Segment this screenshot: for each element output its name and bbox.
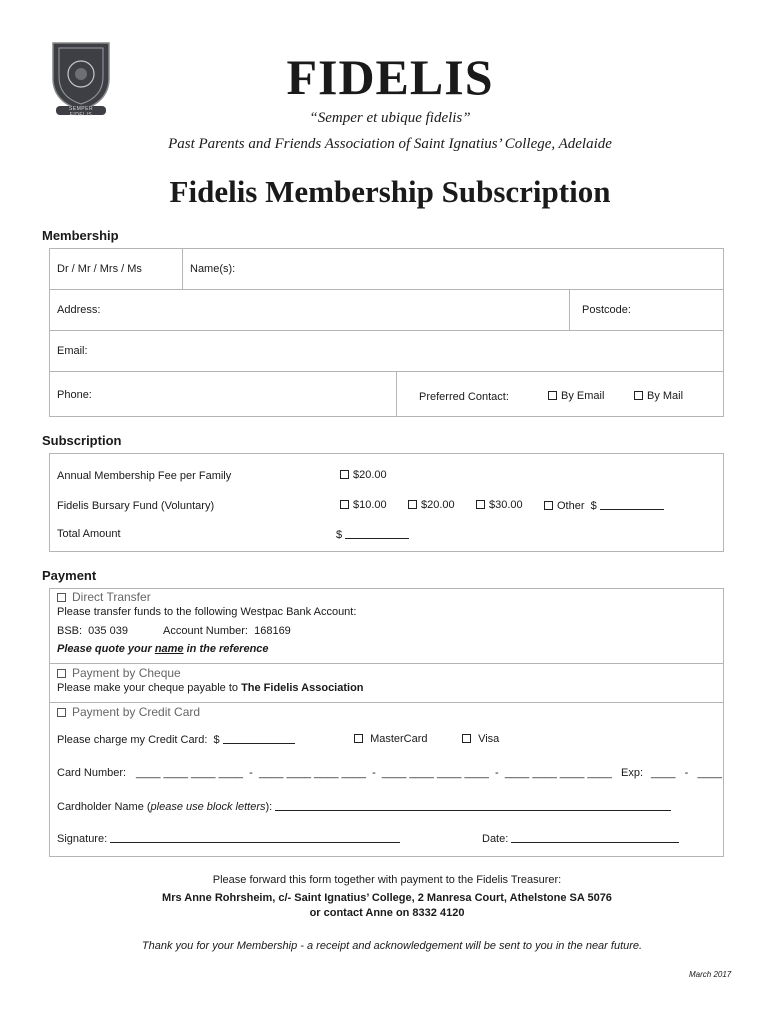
payment-box — [49, 588, 724, 857]
checkbox-icon — [340, 470, 349, 479]
membership-heading: Membership — [42, 228, 119, 243]
form-title: Fidelis Membership Subscription — [169, 174, 611, 209]
treasurer-address: Mrs Anne Rohrsheim, c/- Saint Ignatius’ College, 2 Manresa Court, Athelstone SA 5076 — [162, 892, 612, 904]
expiry-label: Exp: — [621, 767, 644, 779]
checkbox-icon — [408, 500, 417, 509]
payment-heading: Payment — [42, 568, 97, 583]
credit-card-option[interactable]: Payment by Credit Card — [57, 705, 200, 719]
form-date: March 2017 — [689, 970, 732, 979]
total-label: Total Amount — [57, 528, 121, 540]
direct-transfer-option[interactable]: Direct Transfer — [57, 590, 151, 604]
postcode-field[interactable]: Postcode: — [582, 304, 631, 316]
checkbox-icon — [548, 391, 557, 400]
page-title: FIDELIS — [286, 49, 494, 105]
checkbox-icon — [57, 669, 66, 678]
bursary-option-30[interactable]: $30.00 — [476, 499, 523, 511]
quote-reference: Please quote your name in the reference — [57, 643, 269, 655]
other-amount-blank — [600, 499, 664, 510]
cardholder-name-field[interactable]: Cardholder Name (please use block letters): — [57, 800, 671, 813]
checkbox-icon — [476, 500, 485, 509]
association-name: Past Parents and Friends Association of Saint Ignatius’ College, Adelaide — [168, 136, 612, 152]
bursary-label: Fidelis Bursary Fund (Voluntary) — [57, 500, 215, 512]
motto: “Semper et ubique fidelis” — [309, 110, 471, 126]
bursary-option-20[interactable]: $20.00 — [408, 499, 455, 511]
card-number-field[interactable]: ____ ____ ____ ____ - ____ ____ ____ ____ - ____ ____ ____ ____ - ____ ____ ____ ____ — [136, 767, 612, 779]
address-field[interactable]: Address: — [57, 304, 101, 316]
charge-amount-field[interactable]: Please charge my Credit Card: $ — [57, 733, 295, 746]
bursary-option-10[interactable]: $10.00 — [340, 499, 387, 511]
cheque-instruction: Please make your cheque payable to The Fidelis Association — [57, 682, 364, 694]
expiry-field[interactable]: ____ - ____ — [651, 767, 722, 779]
preferred-contact-label: Preferred Contact: — [419, 391, 509, 403]
date-field[interactable]: Date: — [482, 832, 679, 845]
treasurer-contact: or contact Anne on 8332 4120 — [309, 907, 465, 919]
crest-caption: SEMPER FIDELIS — [68, 106, 94, 118]
account-number: Account Number: 168169 — [163, 625, 291, 637]
checkbox-icon — [544, 501, 553, 510]
checkbox-icon — [354, 734, 363, 743]
names-field[interactable]: Name(s): — [190, 263, 236, 275]
by-mail-checkbox[interactable]: By Mail — [634, 390, 683, 402]
checkbox-icon — [57, 593, 66, 602]
bursary-option-other[interactable]: Other $ — [544, 499, 664, 512]
checkbox-icon — [57, 708, 66, 717]
visa-checkbox[interactable]: Visa — [462, 733, 499, 745]
salutation-field[interactable]: Dr / Mr / Mrs / Ms — [57, 263, 142, 275]
thank-you-note: Thank you for your Membership - a receipt and acknowledgement will be sent to you in the near future. — [141, 940, 643, 952]
card-number-label: Card Number: — [57, 767, 127, 779]
checkbox-icon — [462, 734, 471, 743]
membership-box — [49, 248, 724, 417]
signature-field[interactable]: Signature: — [57, 832, 400, 845]
annual-fee-label: Annual Membership Fee per Family — [57, 470, 232, 482]
checkbox-icon — [634, 391, 643, 400]
by-email-checkbox[interactable]: By Email — [548, 390, 604, 402]
checkbox-icon — [340, 500, 349, 509]
transfer-instruction: Please transfer funds to the following Westpac Bank Account: — [57, 606, 357, 618]
cheque-option[interactable]: Payment by Cheque — [57, 666, 181, 680]
annual-fee-checkbox[interactable]: $20.00 — [340, 469, 387, 481]
phone-field[interactable]: Phone: — [57, 389, 92, 401]
subscription-heading: Subscription — [42, 433, 122, 448]
bsb: BSB: 035 039 — [57, 625, 128, 637]
forward-instruction: Please forward this form together with payment to the Fidelis Treasurer: — [212, 874, 562, 886]
email-field[interactable]: Email: — [57, 345, 88, 357]
mastercard-checkbox[interactable]: MasterCard — [354, 733, 428, 745]
total-amount-field[interactable]: $ — [336, 528, 409, 541]
